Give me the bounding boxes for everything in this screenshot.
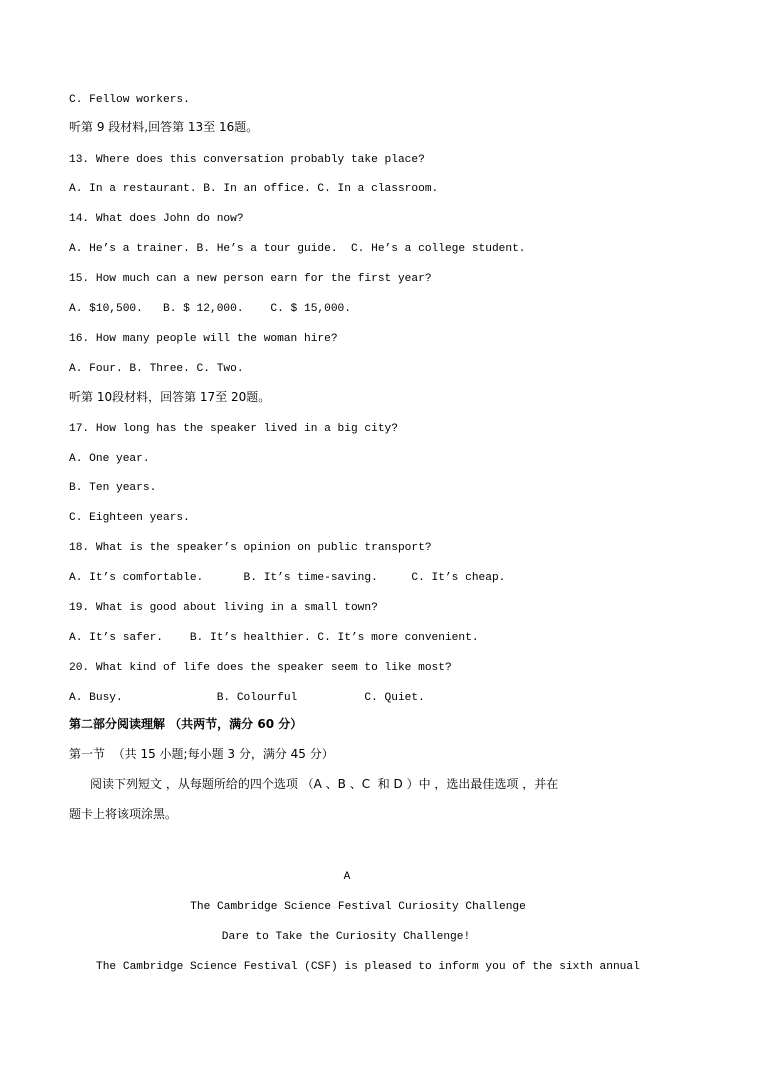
options-16: A. Four. B. Three. C. Two.	[69, 363, 244, 375]
text-line: C. Fellow workers.	[69, 94, 190, 106]
question-16: 16. How many people will the woman hire?	[69, 333, 338, 345]
options-20: A. Busy. B. Colourful C. Quiet.	[69, 692, 425, 704]
question-19: 19. What is good about living in a small town?	[69, 602, 378, 614]
passage-text: The Cambridge Science Festival (CSF) is pleased to inform you of the sixth annual	[96, 961, 640, 973]
section-title: 第二部分阅读理解 （共两节，满分 60 分）	[69, 717, 303, 731]
question-14: 14. What does John do now?	[69, 213, 244, 225]
passage-title: The Cambridge Science Festival Curiosity Challenge	[190, 901, 526, 913]
options-19: A. It’s safer. B. It’s healthier. C. It’s more convenient.	[69, 632, 479, 644]
listening-instruction: 听第 9 段材料,回答第 13至 16题。	[69, 120, 259, 134]
options-18: A. It’s comfortable. B. It’s time-saving. C. It’s cheap.	[69, 572, 506, 584]
instruction-line-1: 阅读下列短文 ，从每题所给的四个选项 （A 、B 、C 和 D ）中 ，选出最佳选项 ，并在	[90, 777, 559, 791]
question-18: 18. What is the speaker’s opinion on public transport?	[69, 542, 432, 554]
question-20: 20. What kind of life does the speaker seem to like most?	[69, 662, 452, 674]
listening-instruction: 听第 10段材料，回答第 17至 20题。	[69, 390, 271, 404]
option-17c: C. Eighteen years.	[69, 512, 190, 524]
passage-subtitle: Dare to Take the Curiosity Challenge!	[221, 931, 471, 943]
question-15: 15. How much can a new person earn for the first year?	[69, 273, 432, 285]
options-15: A. $10,500. B. $ 12,000. C. $ 15,000.	[69, 303, 351, 315]
instruction-line-2: 题卡上将该项涂黑。	[69, 807, 178, 821]
question-17: 17. How long has the speaker lived in a big city?	[69, 423, 398, 435]
option-17b: B. Ten years.	[69, 482, 157, 494]
options-13: A. In a restaurant. B. In an office. C. In a classroom.	[69, 183, 439, 195]
options-14: A. He’s a trainer. B. He’s a tour guide. C. He’s a college student.	[69, 243, 526, 255]
subsection-title: 第一节 （共 15 小题;每小题 3 分，满分 45 分）	[69, 747, 334, 761]
question-13: 13. Where does this conversation probably take place?	[69, 154, 425, 166]
passage-letter: A	[343, 871, 351, 883]
option-17a: A. One year.	[69, 453, 150, 465]
